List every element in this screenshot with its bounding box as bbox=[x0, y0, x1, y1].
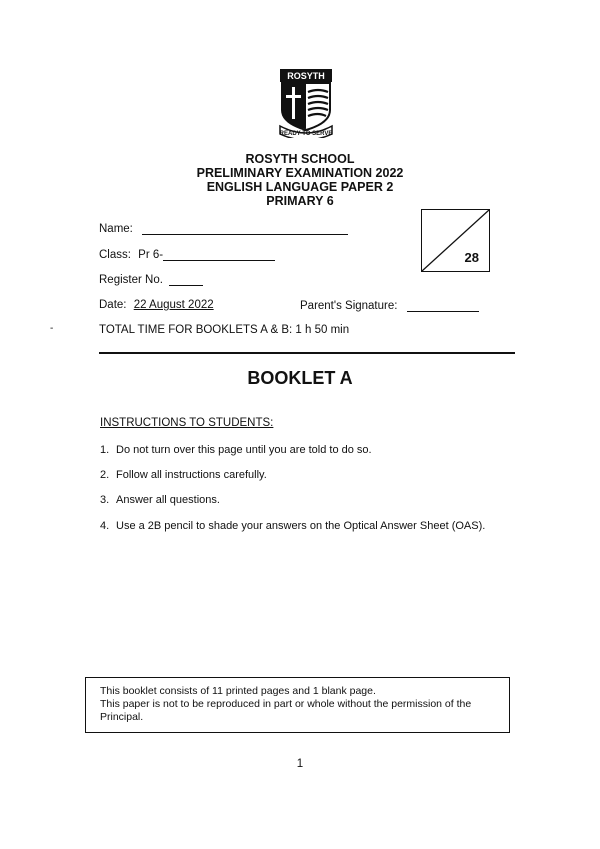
register-field bbox=[99, 273, 203, 286]
booklet-title: BOOKLET A bbox=[247, 368, 353, 388]
name-input-line[interactable] bbox=[142, 222, 348, 235]
register-input-line[interactable] bbox=[169, 273, 203, 286]
divider-rule bbox=[99, 352, 515, 354]
school-name: ROSYTH SCHOOL bbox=[245, 152, 355, 166]
class-input-line[interactable] bbox=[163, 248, 275, 261]
instruction-number: 2. bbox=[100, 469, 110, 481]
booklet-info-line: This booklet consists of 11 printed pages and 1 blank page. bbox=[100, 685, 376, 697]
crest-motto-text: READY TO SERVE bbox=[279, 131, 333, 137]
score-box bbox=[421, 209, 490, 272]
booklet-info-box bbox=[85, 677, 510, 733]
register-label: Register No. bbox=[99, 274, 163, 286]
paper-title: ENGLISH LANGUAGE PAPER 2 bbox=[206, 180, 394, 194]
instruction-item bbox=[100, 520, 485, 532]
total-time: TOTAL TIME FOR BOOKLETS A & B: 1 h 50 min bbox=[99, 324, 350, 336]
date-field bbox=[99, 299, 214, 311]
parent-signature-label: Parent's Signature: bbox=[300, 300, 398, 312]
parent-signature-field bbox=[300, 299, 479, 312]
instruction-number: 4. bbox=[100, 520, 110, 532]
booklet-info-line: This paper is not to be reproduced in part or whole without the permission of the bbox=[100, 698, 472, 710]
school-crest-logo bbox=[272, 68, 340, 138]
class-label: Class: bbox=[99, 249, 131, 261]
page-number: 1 bbox=[296, 758, 304, 770]
instructions-title: INSTRUCTIONS TO STUDENTS: bbox=[100, 417, 274, 429]
instruction-text: Answer all questions. bbox=[116, 494, 220, 506]
stray-mark: - bbox=[50, 323, 54, 334]
parent-signature-line[interactable] bbox=[407, 299, 479, 312]
class-prefix: Pr 6- bbox=[138, 249, 164, 261]
crest-banner-text: ROSYTH bbox=[287, 71, 325, 81]
instruction-text: Do not turn over this page until you are told to do so. bbox=[116, 444, 372, 456]
date-label: Date: bbox=[99, 299, 127, 311]
class-field bbox=[99, 248, 275, 261]
exam-title: PRELIMINARY EXAMINATION 2022 bbox=[196, 166, 404, 180]
date-value: 22 August 2022 bbox=[133, 299, 214, 311]
instruction-item bbox=[100, 469, 267, 481]
score-total: 28 bbox=[464, 250, 479, 265]
instruction-item bbox=[100, 494, 220, 506]
name-field bbox=[99, 222, 348, 235]
instruction-text: Follow all instructions carefully. bbox=[116, 469, 267, 481]
instruction-number: 1. bbox=[100, 444, 110, 456]
instruction-number: 3. bbox=[100, 494, 110, 506]
booklet-info-line: Principal. bbox=[100, 711, 144, 723]
level-title: PRIMARY 6 bbox=[266, 194, 334, 208]
instruction-text: Use a 2B pencil to shade your answers on the Optical Answer Sheet (OAS). bbox=[116, 520, 486, 532]
instruction-item bbox=[100, 444, 372, 456]
name-label: Name: bbox=[99, 223, 133, 235]
